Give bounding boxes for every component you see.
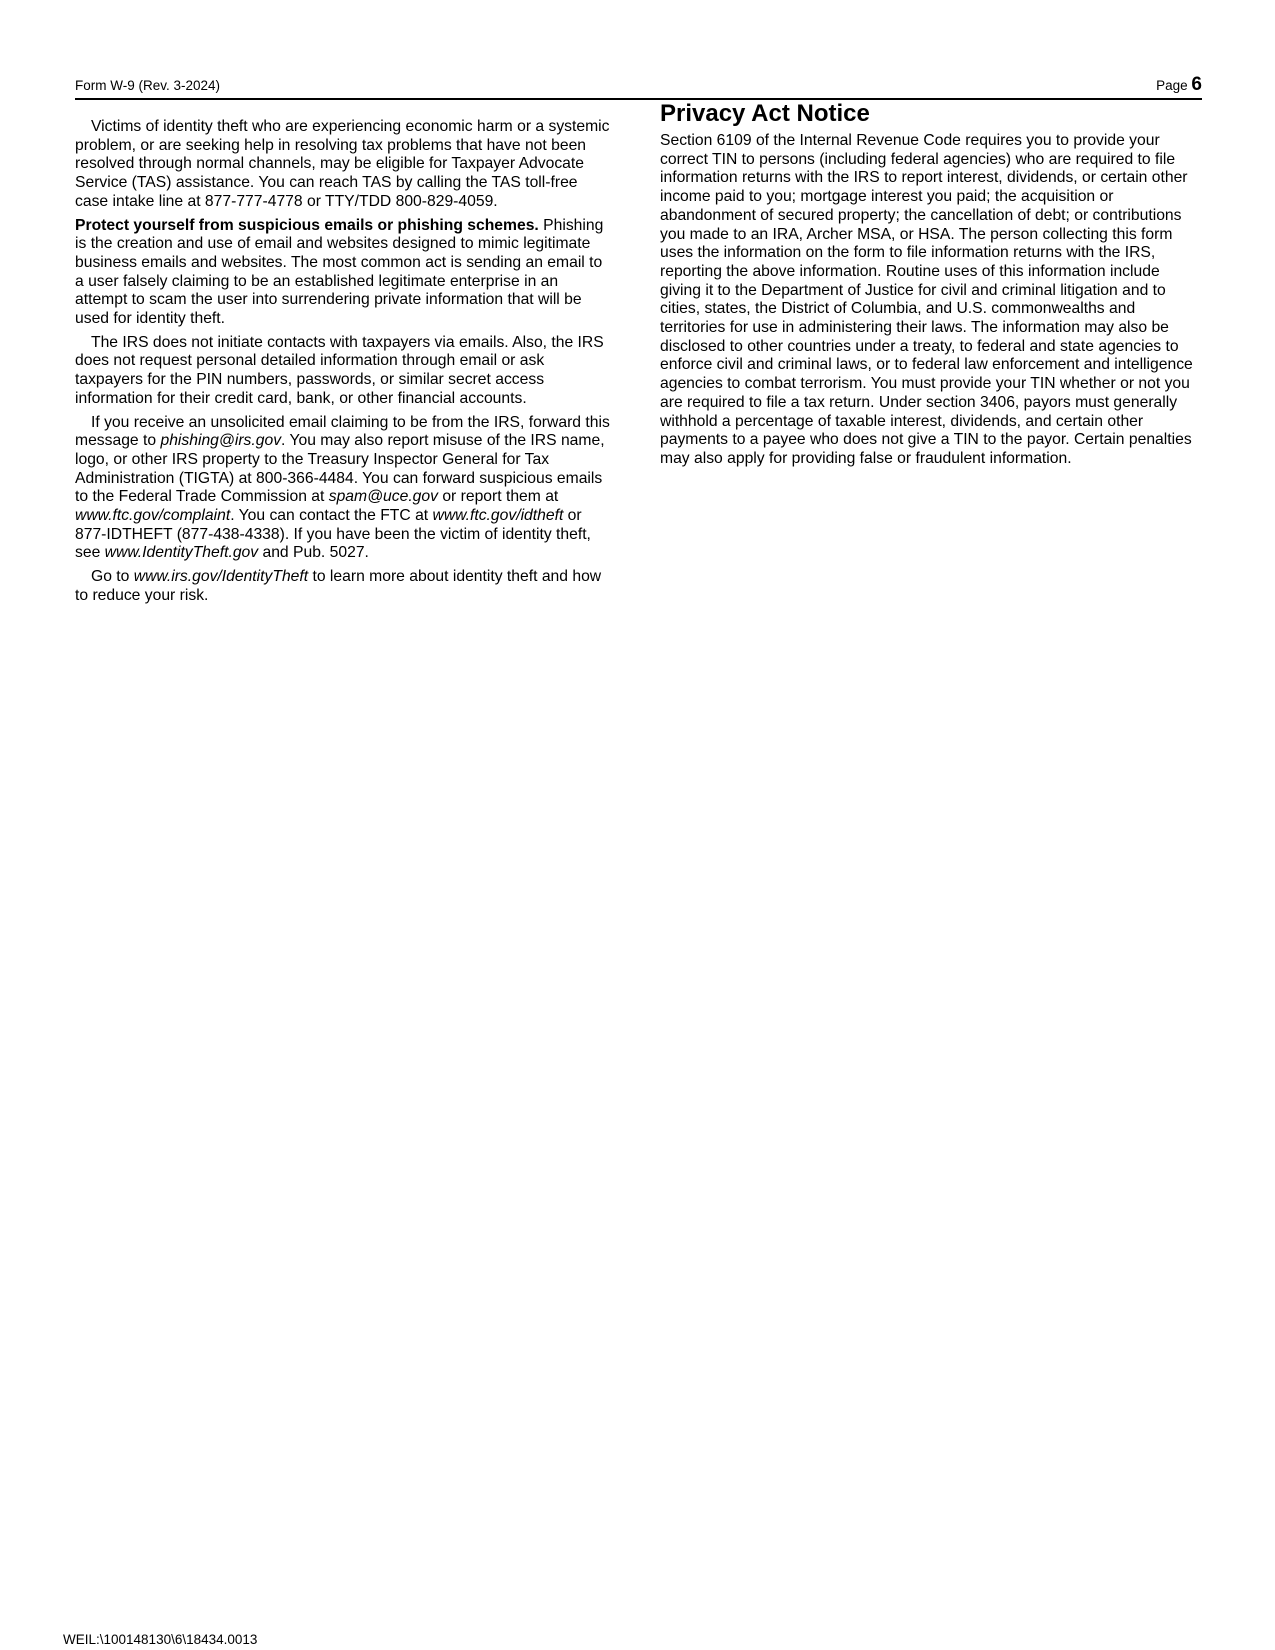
learn-more-paragraph <box>75 568 610 605</box>
identitytheft-gov-link: www.IdentityTheft.gov <box>104 544 259 562</box>
learn-text-2: to learn more about identity theft and how to reduce your risk. <box>75 568 602 604</box>
phishing-paragraph <box>75 217 610 329</box>
phishing-heading: Protect yourself from suspicious emails or phishing schemes. <box>75 216 539 234</box>
page-number: 6 <box>1191 74 1202 95</box>
ftc-complaint-link: www.ftc.gov/complaint <box>75 507 231 525</box>
ftc-idtheft-link: www.ftc.gov/idtheft <box>432 507 564 525</box>
left-column <box>75 118 610 611</box>
report-paragraph <box>75 414 610 564</box>
report-text-2: . You may also report misuse of the IRS name, logo, or other IRS property to the Treasury Inspector General for Tax Administration (TIGTA) at 800-366-4484. You can forward suspicious emails to the Federal Trade Commission at <box>75 432 605 506</box>
irs-identitytheft-link: www.irs.gov/IdentityTheft <box>133 568 309 586</box>
page-indicator <box>1156 74 1202 96</box>
report-text-5: or 877-IDTHEFT (877-438-4338). If you have been the victim of identity theft, see <box>75 507 591 562</box>
phishing-email-link: phishing@irs.gov <box>160 432 282 450</box>
irs-contact-paragraph: The IRS does not initiate contacts with taxpayers via emails. Also, the IRS does not request personal detailed information through email or ask taxpayers for the PIN numbers, passwords, or similar secret access information for their credit card, bank, or other financial accounts. <box>75 333 604 407</box>
phishing-text: Phishing is the creation and use of email and websites designed to mimic legitimate business emails and websites. The most common act is sending an email to a user falsely claiming to be an established legitimate enterprise in an attempt to scam the user into surrendering private information that will be used for identity theft. <box>75 216 604 328</box>
right-column <box>660 98 1202 474</box>
tas-paragraph: Victims of identity theft who are experiencing economic harm or a systemic problem, or are seeking help in resolving tax problems that have not been resolved through normal channels, may be eligible for Taxpayer Advocate Service (TAS) assistance. You can reach TAS by calling the TAS toll-free case intake line at 877-777-4778 or TTY/TDD 800-829-4059. <box>75 118 610 210</box>
learn-text-1: Go to <box>91 568 134 586</box>
privacy-act-heading: Privacy Act Notice <box>660 100 870 127</box>
report-text-1: If you receive an unsolicited email claiming to be from the IRS, forward this message to <box>75 413 610 450</box>
page-prefix: Page <box>1156 78 1188 93</box>
document-id: WEIL:\100148130\6\18434.0013 <box>63 1632 258 1647</box>
page-header <box>75 74 1202 100</box>
form-label: Form W-9 (Rev. 3-2024) <box>75 78 221 93</box>
report-text-6: and Pub. 5027. <box>258 544 369 562</box>
report-text-4: . You can contact the FTC at <box>230 507 433 525</box>
spam-email-link: spam@uce.gov <box>328 488 438 506</box>
privacy-act-body: Section 6109 of the Internal Revenue Code requires you to provide your correct TIN to persons (including federal agencies) who are required to file information returns with the IRS to report interest, dividends, or certain other income paid to you; mortgage interest you paid; the acquisition or abandonment of secured property; the cancellation of debt; or contributions you made to an IRA, Archer MSA, or HSA. The person collecting this form uses the information on the form to file information returns with the IRS, reporting the above information. Routine uses of this information include giving it to the Department of Justice for civil and criminal litigation and to cities, states, the District of Columbia, and U.S. commonwealths and territories for use in administering their laws. The information may also be disclosed to other countries under a treaty, to federal and state agencies to enforce civil and criminal laws, or to federal law enforcement and intelligence agencies to combat terrorism. You must provide your TIN whether or not you are required to file a tax return. Under section 3406, payors must generally withhold a percentage of taxable interest, dividends, and certain other payments to a payee who does not give a TIN to the payor. Certain penalties may also apply for providing false or fraudulent information. <box>660 132 1193 467</box>
report-text-3: or report them at <box>437 488 559 506</box>
